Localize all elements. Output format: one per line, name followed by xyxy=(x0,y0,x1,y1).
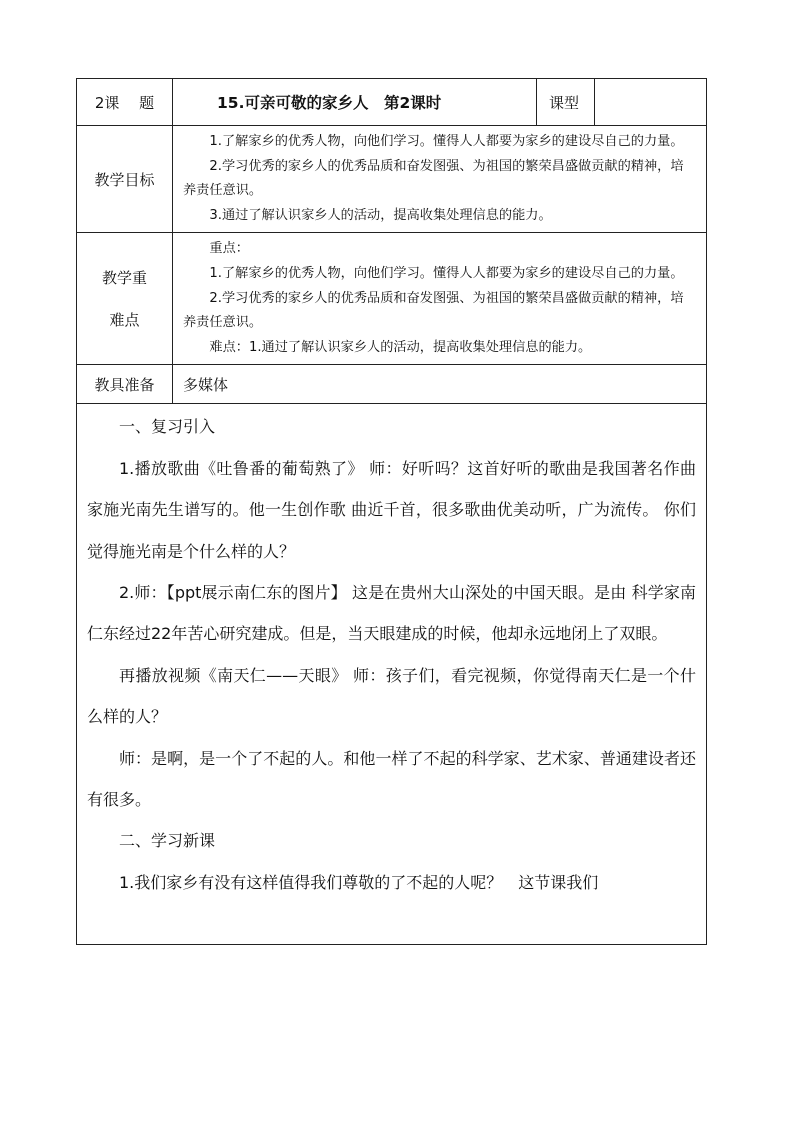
difficulty-item: 难点：1.通过了解认识家乡人的活动，提高收集处理信息的能力。 xyxy=(209,339,592,355)
lesson-type-value xyxy=(595,79,707,126)
lesson-type-label: 课型 xyxy=(537,79,595,126)
body-paragraph: 1.播放歌曲《吐鲁番的葡萄熟了》 师：好听吗？这首好听的歌曲是我国著名作曲家施光南先生谱写的。他一生创作歌 曲近千首，很多歌曲优美动听，广为流传。 你们觉得施光南是个什么样的人？ xyxy=(87,458,696,561)
objective-item: 2.学习优秀的家乡人的优秀品质和奋发图强、为祖国的繁荣昌盛做贡献的精神，培养责任意识。 xyxy=(183,158,684,199)
body-paragraph: 2.师：【ppt展示南仁东的图片】 这是在贵州大山深处的中国天眼。是由 科学家南仁东经过22年苦心研究建成。但是，当天眼建成的时候，他却永远地闭上了双眼。 xyxy=(87,582,696,644)
lesson-plan-table xyxy=(76,78,707,945)
key-points-label-line1: 教学重 xyxy=(101,268,147,287)
teaching-process-row xyxy=(77,404,707,945)
materials-row xyxy=(77,365,707,404)
objectives-content xyxy=(173,126,707,233)
key-points-row xyxy=(77,233,707,365)
objectives-row xyxy=(77,126,707,233)
objective-item: 1.了解家乡的优秀人物，向他们学习。懂得人人都要为家乡的建设尽自己的力量。 xyxy=(209,134,684,149)
title-row xyxy=(77,79,707,126)
body-paragraph: 再播放视频《南天仁——天眼》 师：孩子们，看完视频，你觉得南天仁是一个什么样的人？ xyxy=(87,665,696,727)
focus-item: 2.学习优秀的家乡人的优秀品质和奋发图强、为祖国的繁荣昌盛做贡献的精神，培养责任意识。 xyxy=(183,290,684,331)
key-points-content xyxy=(173,233,707,365)
lesson-label: 2课 题 xyxy=(77,79,173,126)
objectives-label: 教学目标 xyxy=(77,126,173,233)
key-points-label xyxy=(77,233,173,365)
teaching-process-content xyxy=(77,404,707,945)
focus-heading: 重点： xyxy=(209,241,249,257)
focus-item: 1.了解家乡的优秀人物，向他们学习。懂得人人都要为家乡的建设尽自己的力量。 xyxy=(209,265,684,281)
objective-item: 3.通过了解认识家乡人的活动，提高收集处理信息的能力。 xyxy=(209,207,552,223)
body-paragraph: 1.我们家乡有没有这样值得我们尊敬的了不起的人呢？ 这节课我们 xyxy=(119,872,599,892)
key-points-label-line2: 难点 xyxy=(109,310,140,329)
lesson-title: 15.可亲可敬的家乡人 第2课时 xyxy=(173,79,537,126)
materials-label: 教具准备 xyxy=(77,365,173,404)
body-paragraph: 师：是啊，是一个了不起的人。和他一样了不起的科学家、艺术家、普通建设者还有很多。 xyxy=(87,748,696,809)
section-heading: 二、学习新课 xyxy=(119,831,216,851)
materials-value: 多媒体 xyxy=(173,365,707,404)
section-heading: 一、复习引入 xyxy=(119,417,216,437)
